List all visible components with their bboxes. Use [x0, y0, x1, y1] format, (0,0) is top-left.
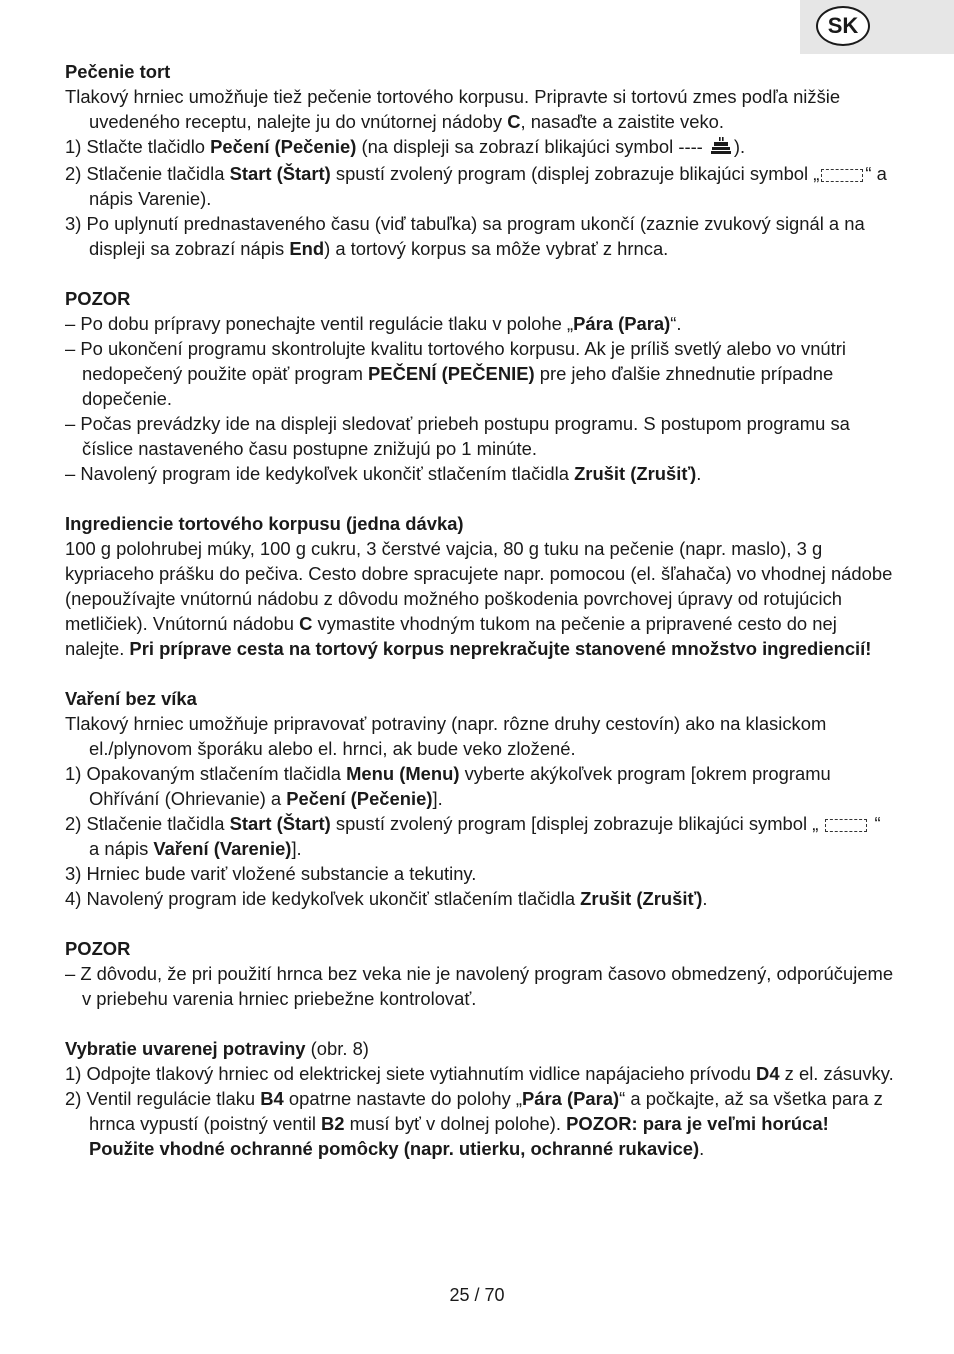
paragraph: Tlakový hrniec umožňuje pripravovať potraviny (napr. rôzne druhy cestovín) ako na klasickom el./plynovom šporáku alebo el. hrnci, ak bude veko zložené. — [65, 713, 827, 759]
language-tab — [800, 0, 954, 54]
list-item: – Počas prevádzky ide na displeji sledovať priebeh postupu programu. S postupom programu sa číslice nastaveného času postupne znižujú po 1 minúte. — [65, 413, 850, 459]
list-item: – Navolený program ide kedykoľvek ukončiť stlačením tlačidla Zrušit (Zrušiť). — [65, 463, 702, 484]
page-content — [65, 59, 895, 1161]
paragraph: Tlakový hrniec umožňuje tiež pečenie tortového korpusu. Pripravte si tortovú zmes podľa nižšie uvedeného receptu, nalejte ju do vnútornej nádoby C, nasaďte a zaistite veko. — [65, 86, 841, 132]
list-item: 3) Po uplynutí prednastaveného času (viď tabuľka) sa program ukončí (zaznie zvukový signál a na displeji sa zobrazí nápis End) a tortový korpus sa môže vybrať z hrnca. — [65, 213, 865, 259]
section-heading: POZOR — [65, 938, 131, 959]
section-heading: Vaření bez víka — [65, 688, 197, 709]
list-item: 2) Ventil regulácie tlaku B4 opatrne nastavte do polohy „Pára (Para)“ a počkajte, až sa všetka para z hrnca vypustí (poistný ventil B2 musí byť v dolnej polohe). POZOR: para je veľmi horúca! Použite vhodné ochranné pomôcky (napr. utierku, ochranné rukavice). — [65, 1088, 883, 1159]
list-item: – Z dôvodu, že pri použití hrnca bez veka nie je navolený program časovo obmedzený, odporúčujeme v priebehu varenia hrniec priebežne kontrolovať. — [65, 963, 894, 1009]
page-number: 25 / 70 — [449, 1285, 505, 1305]
dashed-symbol-icon — [825, 819, 867, 832]
list-item: – Po ukončení programu skontrolujte kvalitu tortového korpusu. Ak je príliš svetlý alebo vo vnútri nedopečený použite opäť program PEČENÍ (PEČENIE) pre jeho ďalšie zhnednutie prípadne dopečenie. — [65, 338, 846, 409]
list-item: 2) Stlačenie tlačidla Start (Štart) spustí zvolený program [displej zobrazuje blikajúci symbol „ “ a nápis Vaření (Varenie)]. — [65, 813, 881, 859]
section-heading: Vybratie uvarenej potraviny (obr. 8) — [65, 1038, 369, 1059]
list-item: 2) Stlačenie tlačidla Start (Štart) spustí zvolený program (displej zobrazuje blikajúci symbol „ “ a nápis Varenie). — [65, 163, 887, 209]
section-heading: Pečenie tort — [65, 61, 171, 82]
paragraph: 100 g polohrubej múky, 100 g cukru, 3 čerstvé vajcia, 80 g tuku na pečenie (napr. maslo), 3 g kypriaceho prášku do pečiva. Cesto dobre spracujete napr. pomocou (el. šľahača) vo vhodnej nádobe (nepoužívajte vnútornú nádobu z dôvodu možného poškodenia povrchovej úpravy od rotujúcich metličiek). Vnútornú nádobu C vymastite vhodným tukom na pečenie a pripravené cesto do nej nalejte. Pri príprave cesta na tortový korpus neprekračujte stanovené množstvo ingrediencií! — [65, 538, 893, 659]
dashed-symbol-icon — [821, 169, 863, 182]
section-heading: POZOR — [65, 288, 131, 309]
list-item: 4) Navolený program ide kedykoľvek ukončiť stlačením tlačidla Zrušit (Zrušiť). — [65, 888, 708, 909]
list-item: – Po dobu prípravy ponechajte ventil regulácie tlaku v polohe „Pára (Para)“. — [65, 313, 682, 334]
list-item: 1) Odpojte tlakový hrniec od elektrickej siete vytiahnutím vidlice napájacieho prívodu D4 z el. zásuvky. — [65, 1063, 894, 1084]
list-item: 1) Stlačte tlačidlo Pečení (Pečenie) (na displeji sa zobrazí blikajúci symbol ---- ). — [65, 134, 895, 161]
list-item: 1) Opakovaným stlačením tlačidla Menu (Menu) vyberte akýkoľvek program [okrem programu Ohřívání (Ohrievanie) a Pečení (Pečenie)]. — [65, 763, 831, 809]
cake-icon — [711, 136, 731, 161]
list-item: 3) Hrniec bude variť vložené substancie a tekutiny. — [65, 863, 477, 884]
language-badge: SK — [816, 6, 870, 46]
section-heading: Ingrediencie tortového korpusu (jedna dávka) — [65, 513, 464, 534]
